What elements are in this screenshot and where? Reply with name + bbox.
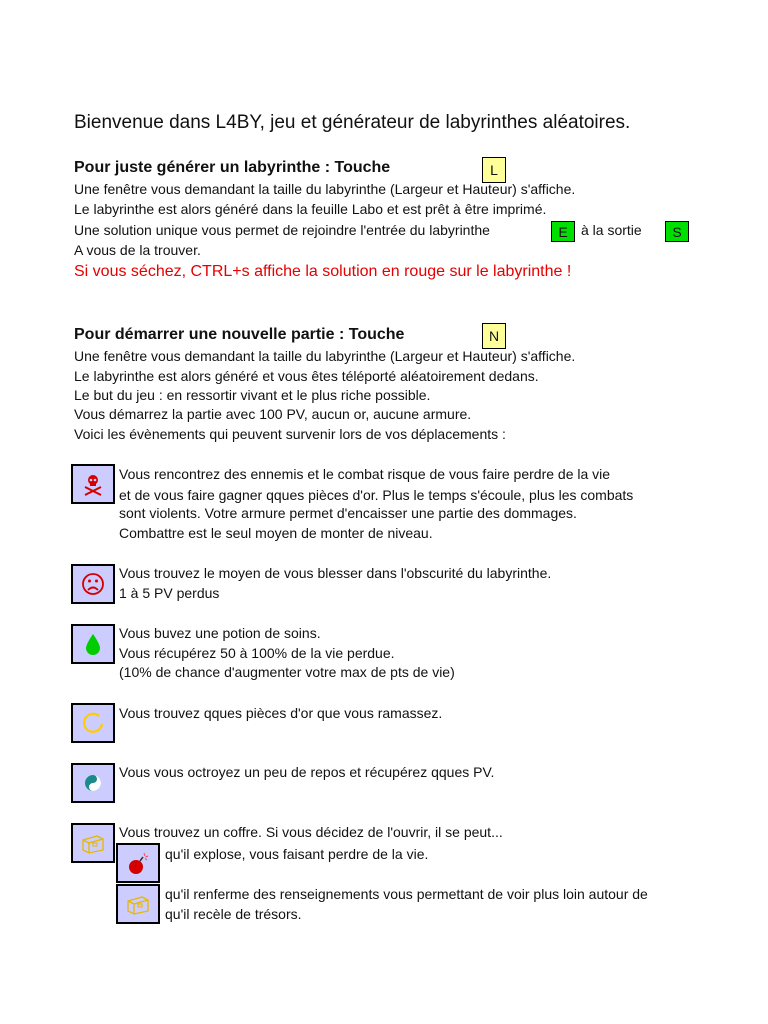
yin-yang-icon (71, 763, 115, 803)
key-e: E (551, 221, 575, 242)
potion-drop-icon (71, 624, 115, 664)
play-line-3: Le but du jeu : en ressortir vivant et le plus riche possible. (74, 387, 431, 403)
play-line-1: Une fenêtre vous demandant la taille du labyrinthe (Largeur et Hauteur) s'affiche. (74, 348, 576, 364)
event-injury-line-2: 1 à 5 PV perdus (119, 585, 220, 601)
key-s: S (665, 221, 689, 242)
key-l: L (482, 157, 506, 183)
event-potion-line-1: Vous buvez une potion de soins. (119, 625, 321, 641)
event-potion-line-2: Vous récupérez 50 à 100% de la vie perdue. (119, 645, 395, 661)
event-enemies-line-2: et de vous faire gagner qques pièces d'or. Plus le temps s'écoule, plus les combats (119, 487, 634, 503)
gold-coin-icon (71, 703, 115, 743)
play-line-4: Vous démarrez la partie avec 100 PV, aucun or, aucune armure. (74, 406, 472, 422)
event-injury-line-1: Vous trouvez le moyen de vous blesser dans l'obscurité du labyrinthe. (119, 565, 552, 581)
event-enemies-line-1: Vous rencontrez des ennemis et le combat risque de vous faire perdre de la vie (119, 466, 611, 482)
play-line-5: Voici les évènements qui peuvent survenir lors de vos déplacements : (74, 426, 506, 442)
generate-heading: Pour juste générer un labyrinthe : Touche (74, 159, 391, 176)
solution-hint: Si vous séchez, CTRL+s affiche la solution en rouge sur le labyrinthe ! (74, 263, 572, 280)
event-potion-line-3: (10% de chance d'augmenter votre max de pts de vie) (119, 664, 455, 680)
generate-line-1: Une fenêtre vous demandant la taille du labyrinthe (Largeur et Hauteur) s'affiche. (74, 181, 576, 197)
chest-treasure-line-1: qu'il recèle de trésors. (165, 906, 302, 922)
bomb-icon (116, 843, 160, 883)
play-heading: Pour démarrer une nouvelle partie : Touche (74, 326, 405, 343)
play-line-2: Le labyrinthe est alors généré et vous êtes téléporté aléatoirement dedans. (74, 368, 539, 384)
chest-info-line-1: qu'il renferme des renseignements vous permettant de voir plus loin autour de (165, 886, 648, 902)
generate-line-3: Une solution unique vous permet de rejoindre l'entrée du labyrinthe (74, 222, 490, 238)
chest-bomb-line-1: qu'il explose, vous faisant perdre de la vie. (165, 846, 429, 862)
event-rest-line-1: Vous vous octroyez un peu de repos et récupérez qques PV. (119, 764, 495, 780)
page-title: Bienvenue dans L4BY, jeu et générateur de labyrinthes aléatoires. (74, 112, 631, 133)
generate-line-4: A vous de la trouver. (74, 242, 201, 258)
open-chest-icon (116, 884, 160, 924)
exit-text: à la sortie (581, 222, 642, 238)
skull-crossbones-icon (71, 464, 115, 504)
chest-icon (71, 823, 115, 863)
event-enemies-line-3: sont violents. Votre armure permet d'encaisser une partie des dommages. (119, 505, 577, 521)
sad-face-icon (71, 564, 115, 604)
generate-line-2: Le labyrinthe est alors généré dans la feuille Labo et est prêt à être imprimé. (74, 201, 547, 217)
key-n: N (482, 323, 506, 349)
event-gold-line-1: Vous trouvez qques pièces d'or que vous ramassez. (119, 705, 443, 721)
event-enemies-line-4: Combattre est le seul moyen de monter de niveau. (119, 525, 433, 541)
event-chest-line-1: Vous trouvez un coffre. Si vous décidez de l'ouvrir, il se peut... (119, 824, 503, 840)
